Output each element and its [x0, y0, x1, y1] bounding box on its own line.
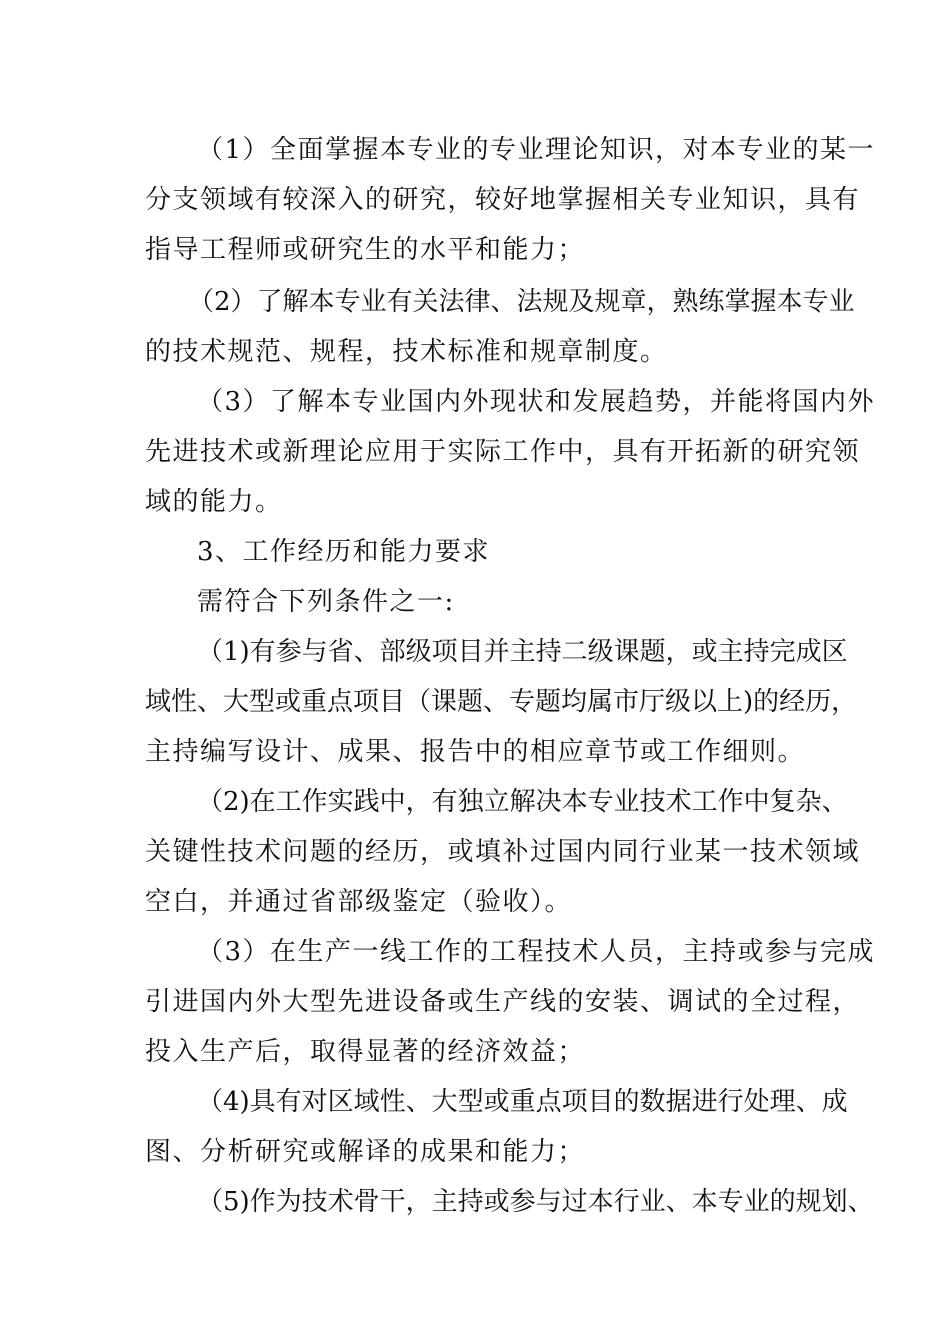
condition-1-line-1: （1)有参与省、部级项目并主持二级课题，或主持完成区 [197, 637, 848, 667]
paragraph-2-line-2: 的技术规范、规程，技术标准和规章制度。 [145, 337, 668, 367]
paragraph-3-line-3: 域的能力。 [145, 487, 283, 517]
condition-2-line-1: （2)在工作实践中，有独立解决本专业技术工作中复杂、 [197, 787, 848, 817]
condition-3-line-1: （3）在生产一线工作的工程技术人员，主持或参与完成 [197, 937, 876, 967]
condition-4-line-1: （4)具有对区域性、大型或重点项目的数据进行处理、成 [197, 1087, 848, 1117]
condition-4-line-2: 图、分析研究或解译的成果和能力； [145, 1137, 586, 1167]
paragraph-2-line-1: （2）了解本专业有关法律、法规及规章，熟练掌握本专业 [188, 287, 855, 317]
condition-2-line-2: 关键性技术问题的经历，或填补过国内同行业某一技术领域 [145, 837, 861, 867]
section-heading: 3、工作经历和能力要求 [197, 537, 491, 567]
condition-1-line-2: 域性、大型或重点项目（课题、专题均属市厅级以上)的经历， [145, 687, 858, 717]
condition-3-line-2: 引进国内外大型先进设备或生产线的安装、调试的全过程， [145, 987, 861, 1017]
condition-2-line-3: 空白，并通过省部级鉴定（验收）。 [145, 887, 573, 917]
paragraph-3-line-1: （3）了解本专业国内外现状和发展趋势，并能将国内外 [197, 387, 876, 417]
paragraph-3-line-2: 先进技术或新理论应用于实际工作中，具有开拓新的研究领 [145, 437, 861, 467]
condition-5-line-1: （5)作为技术骨干，主持或参与过本行业、本专业的规划、 [197, 1187, 874, 1217]
condition-intro: 需符合下列条件之一: [197, 587, 455, 617]
paragraph-1-line-1: （1）全面掌握本专业的专业理论知识，对本专业的某一 [197, 135, 876, 165]
condition-3-line-3: 投入生产后，取得显著的经济效益； [145, 1037, 586, 1067]
paragraph-1-line-2: 分支领域有较深入的研究，较好地掌握相关专业知识，具有 [145, 185, 861, 215]
condition-1-line-3: 主持编写设计、成果、报告中的相应章节或工作细则。 [145, 737, 806, 767]
paragraph-1-line-3: 指导工程师或研究生的水平和能力； [145, 235, 586, 265]
